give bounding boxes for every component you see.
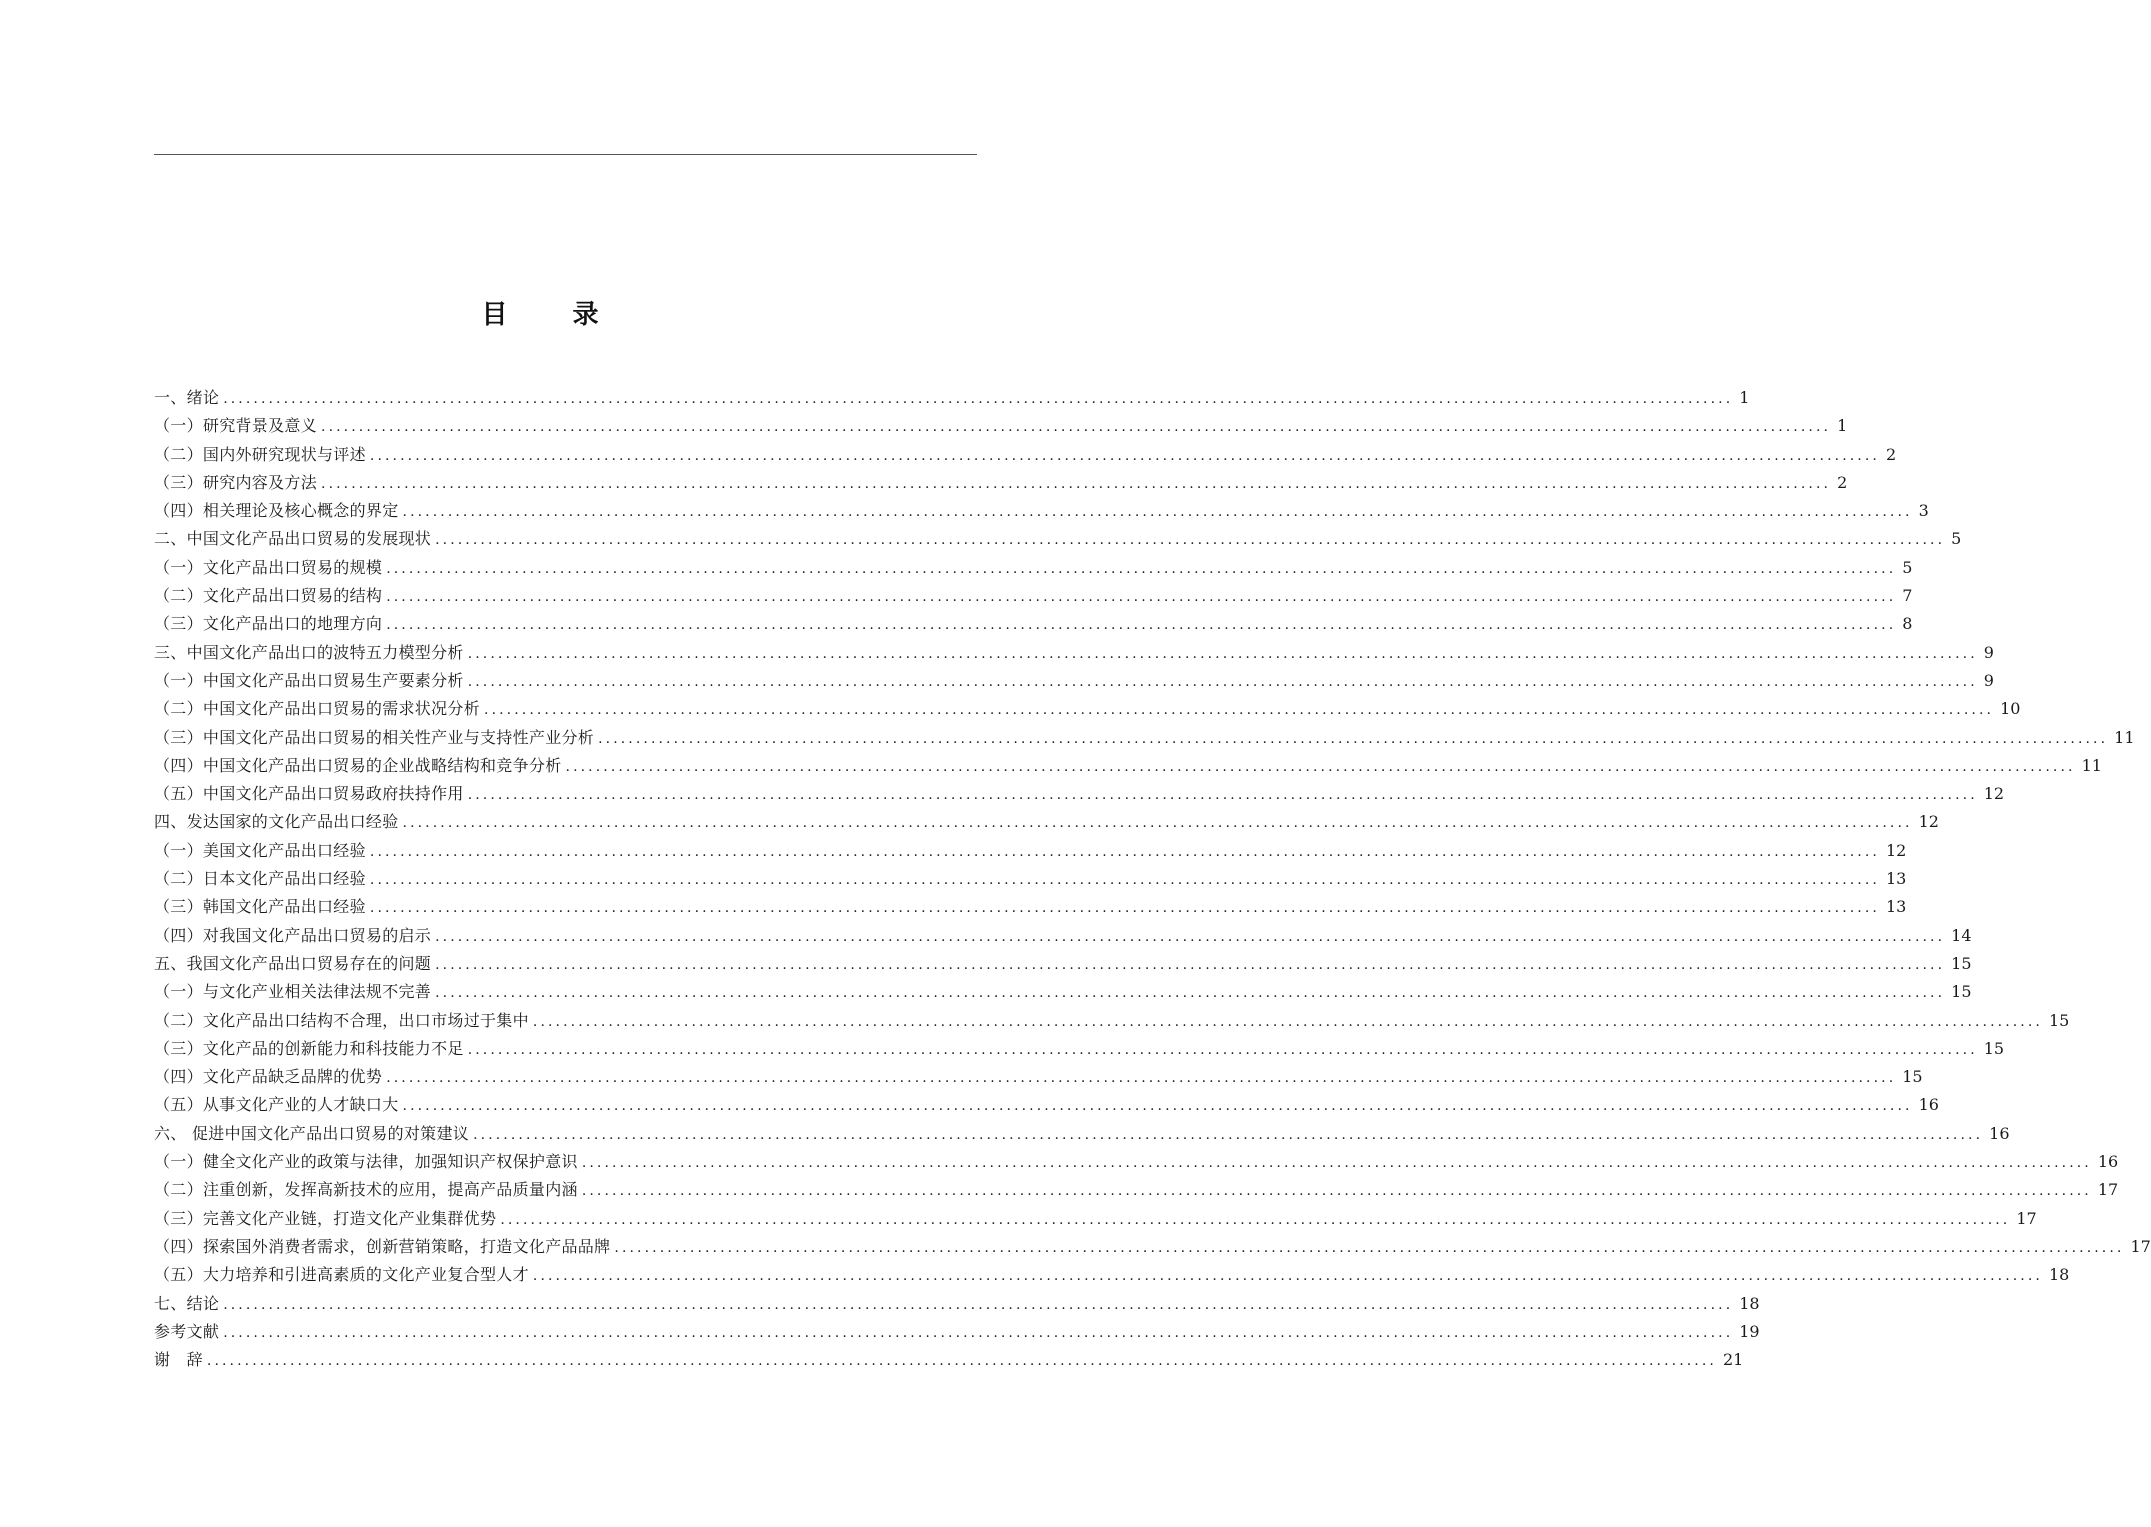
toc-entry-label: 四、发达国家的文化产品出口经验 <box>154 812 399 832</box>
toc-entry-label: （一）中国文化产品出口贸易生产要素分析 <box>154 670 464 690</box>
toc-entry-page-number: 18 <box>2048 1265 2070 1285</box>
toc-entry[interactable] <box>154 1290 1760 1318</box>
toc-entry-label: （三）文化产品出口的地理方向 <box>154 614 383 634</box>
toc-entry-label: （三）文化产品的创新能力和科技能力不足 <box>154 1038 464 1058</box>
toc-dot-leader: ........................................................................................................................................................................................................ <box>386 1070 1897 1087</box>
toc-entry-label: 谢 辞 <box>154 1350 203 1370</box>
toc-entry[interactable] <box>154 1063 1923 1091</box>
toc-entry-page-number: 15 <box>1951 953 1972 973</box>
toc-dot-leader: ........................................................................................................................................................................................................ <box>581 1183 2092 1200</box>
toc-entry-page-number: 15 <box>1902 1067 1923 1087</box>
toc-dot-leader: ........................................................................................................................................................................................................ <box>223 1296 1734 1313</box>
header-rule <box>154 154 977 155</box>
toc-dot-leader: ........................................................................................................................................................................................................ <box>386 560 1897 577</box>
toc-dot-leader: ........................................................................................................................................................................................................ <box>435 985 1946 1002</box>
toc-entry-label: （一）健全文化产业的政策与法律，加强知识产权保护意识 <box>154 1152 578 1172</box>
toc-dot-leader: ........................................................................................................................................................................................................ <box>321 419 1832 436</box>
toc-entry[interactable] <box>154 1318 1760 1346</box>
toc-entry-label: （四）相关理论及核心概念的界定 <box>154 501 399 521</box>
toc-entry-label: （四）文化产品缺乏品牌的优势 <box>154 1067 383 1087</box>
toc-entry-page-number: 8 <box>1902 614 1913 634</box>
toc-entry-label: （二）文化产品出口贸易的结构 <box>154 586 383 606</box>
toc-entry-label: （四）中国文化产品出口贸易的企业战略结构和竞争分析 <box>154 755 562 775</box>
toc-entry[interactable] <box>154 525 1962 553</box>
toc-title: 目 录 <box>481 300 627 331</box>
toc-entry[interactable] <box>154 865 1907 893</box>
toc-entry[interactable] <box>154 497 1929 525</box>
toc-entry-page-number: 16 <box>1989 1123 2010 1143</box>
toc-dot-leader: ........................................................................................................................................................................................................ <box>565 758 2076 775</box>
toc-entry-label: 一、绪论 <box>154 388 220 407</box>
toc-dot-leader: ........................................................................................................................................................................................................ <box>206 1353 1717 1370</box>
toc-dot-leader: ........................................................................................................................................................................................................ <box>223 391 1734 407</box>
toc-entry[interactable] <box>154 837 1907 865</box>
toc-entry-page-number: 11 <box>2114 727 2135 747</box>
toc-entry-page-number: 19 <box>1739 1321 1760 1341</box>
toc-entry-label: （三）中国文化产品出口贸易的相关性产业与支持性产业分析 <box>154 727 595 747</box>
toc-entry-label: （二）中国文化产品出口贸易的需求状况分析 <box>154 699 481 719</box>
toc-entry[interactable] <box>154 978 1972 1006</box>
toc-entry-page-number: 13 <box>1885 897 1907 917</box>
toc-dot-leader: ........................................................................................................................................................................................................ <box>321 475 1832 492</box>
toc-entry[interactable] <box>154 554 1913 582</box>
toc-entry-page-number: 15 <box>2048 1010 2070 1030</box>
toc-entry-label: （二）国内外研究现状与评述 <box>154 444 366 464</box>
toc-dot-leader: ........................................................................................................................................................................................................ <box>435 928 1946 945</box>
toc-dot-leader: ........................................................................................................................................................................................................ <box>435 956 1946 973</box>
toc-dot-leader: ........................................................................................................................................................................................................ <box>402 815 1913 832</box>
toc-dot-leader: ........................................................................................................................................................................................................ <box>532 1013 2043 1030</box>
toc-dot-leader: ........................................................................................................................................................................................................ <box>369 900 1880 917</box>
toc-entry[interactable] <box>154 1148 2119 1176</box>
toc-entry[interactable] <box>154 1007 2070 1035</box>
toc-entry[interactable] <box>154 724 2135 752</box>
toc-entry-label: （五）从事文化产业的人才缺口大 <box>154 1095 399 1115</box>
toc-entry-page-number: 5 <box>1951 529 1962 549</box>
toc-entry-label: （五）中国文化产品出口贸易政府扶持作用 <box>154 784 464 804</box>
toc-entry-label: （一）文化产品出口贸易的规模 <box>154 557 383 577</box>
table-of-contents <box>154 384 2151 1374</box>
toc-entry-label: 参考文献 <box>154 1321 220 1341</box>
toc-dot-leader: ........................................................................................................................................................................................................ <box>402 1098 1913 1115</box>
toc-entry-label: （二）注重创新，发挥高新技术的应用，提高产品质量内涵 <box>154 1180 578 1200</box>
toc-entry[interactable] <box>154 441 1897 469</box>
toc-dot-leader: ........................................................................................................................................................................................................ <box>402 504 1913 521</box>
toc-dot-leader: ........................................................................................................................................................................................................ <box>614 1239 2125 1256</box>
toc-entry[interactable] <box>154 412 1848 440</box>
toc-entry[interactable] <box>154 1176 2119 1204</box>
toc-entry-label: 七、结论 <box>154 1293 220 1313</box>
toc-dot-leader: ........................................................................................................................................................................................................ <box>467 673 1978 690</box>
toc-entry-page-number: 16 <box>2097 1152 2119 1172</box>
toc-entry-page-number: 1 <box>1739 388 1750 407</box>
toc-entry-page-number: 15 <box>1983 1038 2005 1058</box>
toc-dot-leader: ........................................................................................................................................................................................................ <box>532 1268 2043 1285</box>
toc-entry[interactable] <box>154 922 1972 950</box>
toc-dot-leader: ........................................................................................................................................................................................................ <box>386 589 1897 606</box>
toc-entry-page-number: 5 <box>1902 557 1913 577</box>
toc-entry-label: （四）对我国文化产品出口贸易的启示 <box>154 925 432 945</box>
toc-entry-label: （三）韩国文化产品出口经验 <box>154 897 366 917</box>
toc-dot-leader: ........................................................................................................................................................................................................ <box>223 1324 1734 1341</box>
toc-entry-label: 六、 促进中国文化产品出口贸易的对策建议 <box>154 1123 470 1143</box>
toc-entry-label: （二）日本文化产品出口经验 <box>154 869 366 889</box>
toc-entry-page-number: 3 <box>1918 501 1929 521</box>
toc-entry-label: （三）研究内容及方法 <box>154 472 318 492</box>
toc-entry[interactable] <box>154 950 1972 978</box>
toc-entry-page-number: 12 <box>1918 812 1939 832</box>
toc-entry[interactable] <box>154 780 2005 808</box>
toc-entry[interactable] <box>154 808 1939 836</box>
toc-entry-page-number: 17 <box>2097 1180 2119 1200</box>
toc-entry-page-number: 9 <box>1983 670 1994 690</box>
toc-entry-page-number: 18 <box>1739 1293 1760 1313</box>
toc-entry[interactable] <box>154 639 1994 667</box>
toc-entry[interactable] <box>154 667 1994 695</box>
toc-dot-leader: ........................................................................................................................................................................................................ <box>435 532 1946 549</box>
toc-dot-leader: ........................................................................................................................................................................................................ <box>484 702 1995 719</box>
toc-entry-page-number: 2 <box>1885 444 1897 464</box>
toc-dot-leader: ........................................................................................................................................................................................................ <box>369 447 1880 464</box>
toc-entry-label: （一）美国文化产品出口经验 <box>154 840 366 860</box>
toc-entry-label: （一）研究背景及意义 <box>154 416 318 436</box>
toc-dot-leader: ........................................................................................................................................................................................................ <box>467 1041 1978 1058</box>
toc-dot-leader: ........................................................................................................................................................................................................ <box>581 1155 2092 1172</box>
toc-entry-page-number: 15 <box>1951 982 1972 1002</box>
toc-entry[interactable] <box>154 1035 2005 1063</box>
toc-entry-page-number: 21 <box>1722 1350 1744 1370</box>
toc-dot-leader: ........................................................................................................................................................................................................ <box>369 843 1880 860</box>
toc-entry-page-number: 7 <box>1902 586 1913 606</box>
toc-dot-leader: ........................................................................................................................................................................................................ <box>598 730 2109 747</box>
toc-entry-page-number: 10 <box>2000 699 2021 719</box>
toc-dot-leader: ........................................................................................................................................................................................................ <box>467 787 1978 804</box>
toc-entry[interactable] <box>154 384 1750 412</box>
toc-entry-page-number: 14 <box>1951 925 1972 945</box>
toc-entry-page-number: 1 <box>1837 416 1848 436</box>
toc-entry[interactable] <box>154 1091 1939 1119</box>
toc-entry[interactable] <box>154 893 1907 921</box>
toc-entry-page-number: 2 <box>1837 472 1848 492</box>
toc-entry[interactable] <box>154 1261 2070 1289</box>
toc-entry[interactable] <box>154 695 2021 723</box>
toc-entry-page-number: 17 <box>2016 1208 2037 1228</box>
toc-entry[interactable] <box>154 582 1913 610</box>
toc-entry-page-number: 13 <box>1885 869 1907 889</box>
toc-entry-page-number: 9 <box>1983 642 1994 662</box>
toc-entry-page-number: 12 <box>1983 784 2005 804</box>
toc-dot-leader: ........................................................................................................................................................................................................ <box>386 617 1897 634</box>
toc-entry[interactable] <box>154 752 2102 780</box>
toc-entry-page-number: 11 <box>2081 755 2102 775</box>
toc-entry[interactable] <box>154 469 1848 497</box>
toc-entry-label: 三、中国文化产品出口的波特五力模型分析 <box>154 642 464 662</box>
toc-entry-label: 五、我国文化产品出口贸易存在的问题 <box>154 953 432 973</box>
toc-entry-label: 二、中国文化产品出口贸易的发展现状 <box>154 529 432 549</box>
toc-entry-page-number: 17 <box>2130 1236 2151 1256</box>
toc-dot-leader: ........................................................................................................................................................................................................ <box>500 1211 2011 1228</box>
toc-entry-label: （二）文化产品出口结构不合理，出口市场过于集中 <box>154 1010 529 1030</box>
toc-dot-leader: ........................................................................................................................................................................................................ <box>369 872 1880 889</box>
toc-entry-label: （三）完善文化产业链，打造文化产业集群优势 <box>154 1208 497 1228</box>
toc-dot-leader: ........................................................................................................................................................................................................ <box>473 1126 1984 1143</box>
toc-entry[interactable] <box>154 1120 2010 1148</box>
toc-entry-label: （四）探索国外消费者需求，创新营销策略，打造文化产品品牌 <box>154 1236 611 1256</box>
toc-entry[interactable] <box>154 610 1913 638</box>
toc-entry[interactable] <box>154 1205 2037 1233</box>
toc-entry-page-number: 16 <box>1918 1095 1939 1115</box>
toc-entry-page-number: 12 <box>1885 840 1907 860</box>
toc-entry[interactable] <box>154 1346 1744 1374</box>
toc-entry[interactable] <box>154 1233 2151 1261</box>
toc-entry-label: （一）与文化产业相关法律法规不完善 <box>154 982 432 1002</box>
toc-entry-label: （五）大力培养和引进高素质的文化产业复合型人才 <box>154 1265 529 1285</box>
toc-dot-leader: ........................................................................................................................................................................................................ <box>467 645 1978 662</box>
